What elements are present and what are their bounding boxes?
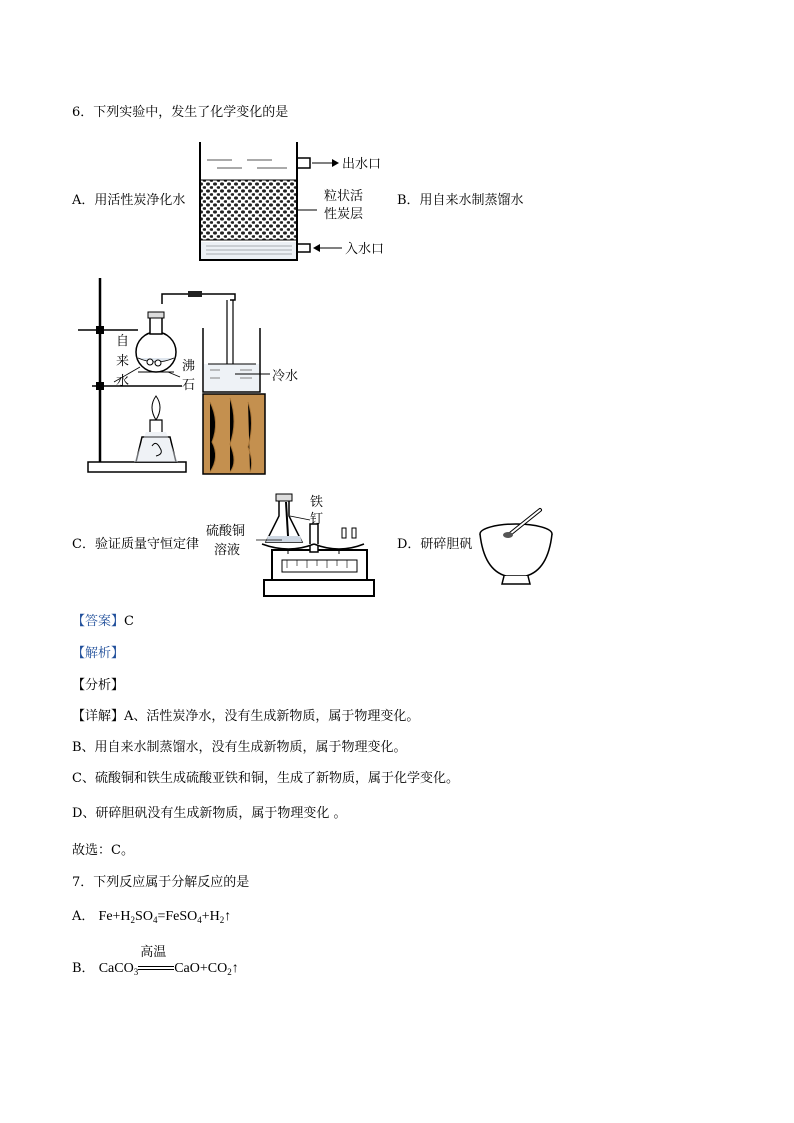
boiling-stone-label-2: 石 [182, 378, 196, 393]
q7-option-b-label: B． [72, 961, 95, 976]
detail-tag: 【详解】 [72, 709, 125, 724]
boiling-stone-label-1: 沸 [182, 359, 196, 374]
question-7-stem: 7．下列反应属于分解反应的是 [72, 875, 250, 890]
q7-option-b [72, 944, 239, 977]
activated-carbon-filter-figure [192, 140, 407, 268]
equation-b: CaCO$_3$ 高温 $CaO+CO_2↑$ [98, 944, 239, 977]
answer-value: C [124, 614, 134, 629]
cold-water-label: 冷水 [272, 369, 299, 384]
mortar-pestle-figure [476, 504, 558, 588]
option-b-label: B．用自来水制蒸馏水 [397, 193, 524, 208]
tap-water-label-1: 自 [116, 334, 130, 349]
copper-sulfate-label-1: 硫酸铜 [206, 524, 246, 539]
q7-option-a-label: A． [72, 909, 95, 924]
equation-a: $Fe+H_2SO_4=FeSO_4+H_2↑$ [98, 909, 232, 925]
analysis-tag: 【解析】 [72, 646, 125, 661]
tap-water-label-3: 水 [116, 374, 130, 389]
answer-line [72, 614, 134, 630]
detail-text-a: A、活性炭净水，没有生成新物质，属于物理变化。 [124, 709, 420, 724]
q7-option-a [72, 909, 231, 925]
carbon-layer-label-2: 性炭层 [324, 207, 364, 222]
answer-tag: 【答案】 [72, 614, 125, 629]
fenxi-tag: 【分析】 [72, 678, 125, 693]
option-c-label: C．验证质量守恒定律 [72, 537, 199, 552]
mass-conservation-figure [202, 488, 382, 600]
distillation-figure [70, 272, 310, 482]
option-d-label: D．研碎胆矾 [397, 537, 473, 552]
detail-line-b: B、用自来水制蒸馏水，没有生成新物质，属于物理变化。 [72, 740, 407, 755]
iron-nail-label-1: 铁 [310, 495, 324, 510]
copper-sulfate-label-2: 溶液 [214, 543, 241, 558]
tap-water-label-2: 来 [116, 354, 130, 369]
detail-line-c: C、硫酸铜和铁生成硫酸亚铁和铜，生成了新物质，属于化学变化。 [72, 771, 459, 786]
inlet-label: 入水口 [345, 242, 385, 257]
question-6-stem: 6．下列实验中，发生了化学变化的是 [72, 105, 289, 120]
choose-line: 故选：C。 [72, 843, 134, 858]
outlet-label: 出水口 [342, 157, 382, 172]
detail-line-a [72, 709, 419, 725]
condition-label: 高温 [140, 944, 167, 960]
carbon-layer-label-1: 粒状活 [324, 189, 364, 204]
option-a-label: A．用活性炭净化水 [72, 193, 186, 208]
iron-nail-label-2: 钉 [310, 512, 324, 527]
detail-line-d: D、研碎胆矾没有生成新物质，属于物理变化 。 [72, 806, 347, 821]
